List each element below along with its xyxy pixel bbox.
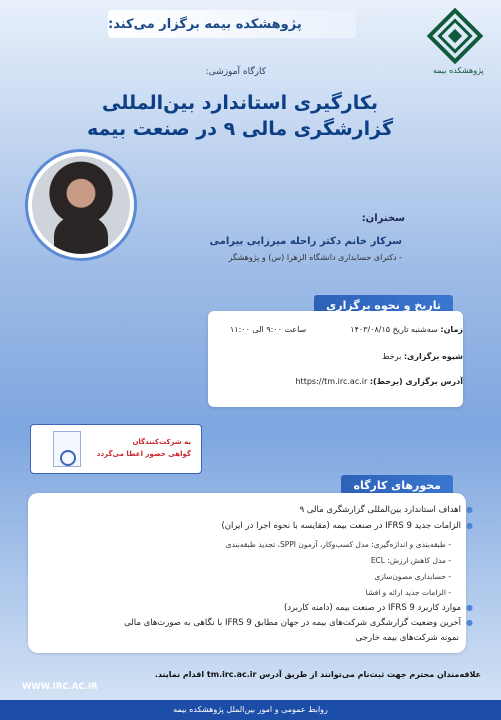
logo-caption: پژوهشکده بیمه <box>433 66 484 75</box>
speaker-photo-frame <box>28 152 134 258</box>
certificate-notice <box>30 424 202 474</box>
website-link[interactable]: WWW.IRC.AC.IR <box>22 682 98 692</box>
workshop-label: کارگاه آموزشی: <box>205 67 266 77</box>
header-banner: پژوهشکده بیمه برگزار می‌کند: <box>108 10 356 38</box>
schedule-time-row <box>350 325 463 334</box>
schedule-tab: تاریخ و نحوه برگزاری <box>314 295 453 315</box>
topic-item: ● الزامات جدید IFRS 9 در صنعت بیمه (مقایسه با نحوه اجرا در ایران) <box>221 521 473 531</box>
certificate-line2: گواهی حضور اعطا می‌گردد <box>96 450 191 458</box>
topic-item: ● اهداف استاندارد بین‌المللی گزارشگری مالی ۹ <box>300 505 473 515</box>
workshop-title-line2: گزارشگری مالی ۹ در صنعت بیمه <box>86 118 394 140</box>
address-link[interactable]: https://tm.irc.ac.ir <box>295 377 368 386</box>
method-label: شیوه برگزاری: <box>403 352 463 361</box>
topics-tab: محورهای کارگاه <box>341 475 453 495</box>
day-date: سه‌شنبه تاریخ ۱۴۰۳/۰۸/۱۵ <box>350 325 438 334</box>
time-range: ساعت ۹:۰۰ الی ۱۱:۰۰ <box>230 325 307 334</box>
workshop-title-line1: بکارگیری استاندارد بین‌المللی <box>101 92 379 114</box>
registration-note: علاقه‌مندان محترم جهت ثبت‌نام می‌توانند از طریق آدرس tm.irc.ac.ir اقدام نمایند. <box>154 670 481 679</box>
topic-subitem: - حسابداری مصون‌سازی <box>374 572 451 581</box>
topic-item: ● آخرین وضعیت گزارشگری شرکت‌های بیمه در جهان مطابق IFRS 9 با نگاهی به صورت‌های مالی <box>124 618 473 628</box>
schedule-address-row <box>295 377 463 386</box>
speaker-role: - دکترای حسابداری دانشگاه الزهرا (س) و پژوهشگر <box>228 253 402 262</box>
certificate-line1: به شرکت‌کنندگان <box>132 438 191 446</box>
topic-item: ● موارد کاربرد IFRS 9 در صنعت بیمه (دامنه کاربرد) <box>284 603 473 613</box>
address-label: آدرس برگزاری (برخط): <box>369 377 463 386</box>
speaker-name: سرکار خانم دکتر راحله میرزایی بیرامی <box>209 236 402 247</box>
time-label: زمان: <box>440 325 463 334</box>
schedule-method-row <box>382 352 463 361</box>
topic-subitem: - طبقه‌بندی و اندازه‌گیری: مدل کسب‌وکار، آزمون SPPI، تجدید طبقه‌بندی <box>225 540 451 549</box>
topic-item-continued: نمونه شرکت‌های بیمه خارجی <box>355 633 459 643</box>
speaker-photo <box>32 156 130 254</box>
method-value: برخط <box>382 352 402 361</box>
topic-subitem: - مدل کاهش ارزش: ECL <box>370 556 451 565</box>
footer-bar: روابط عمومی و امور بین‌الملل پژوهشکده بیمه <box>0 700 501 720</box>
speakers-label: سخنران: <box>361 213 405 224</box>
certificate-icon <box>53 431 81 467</box>
topic-subitem: - الزامات جدید ارائه و افشا <box>365 588 451 597</box>
